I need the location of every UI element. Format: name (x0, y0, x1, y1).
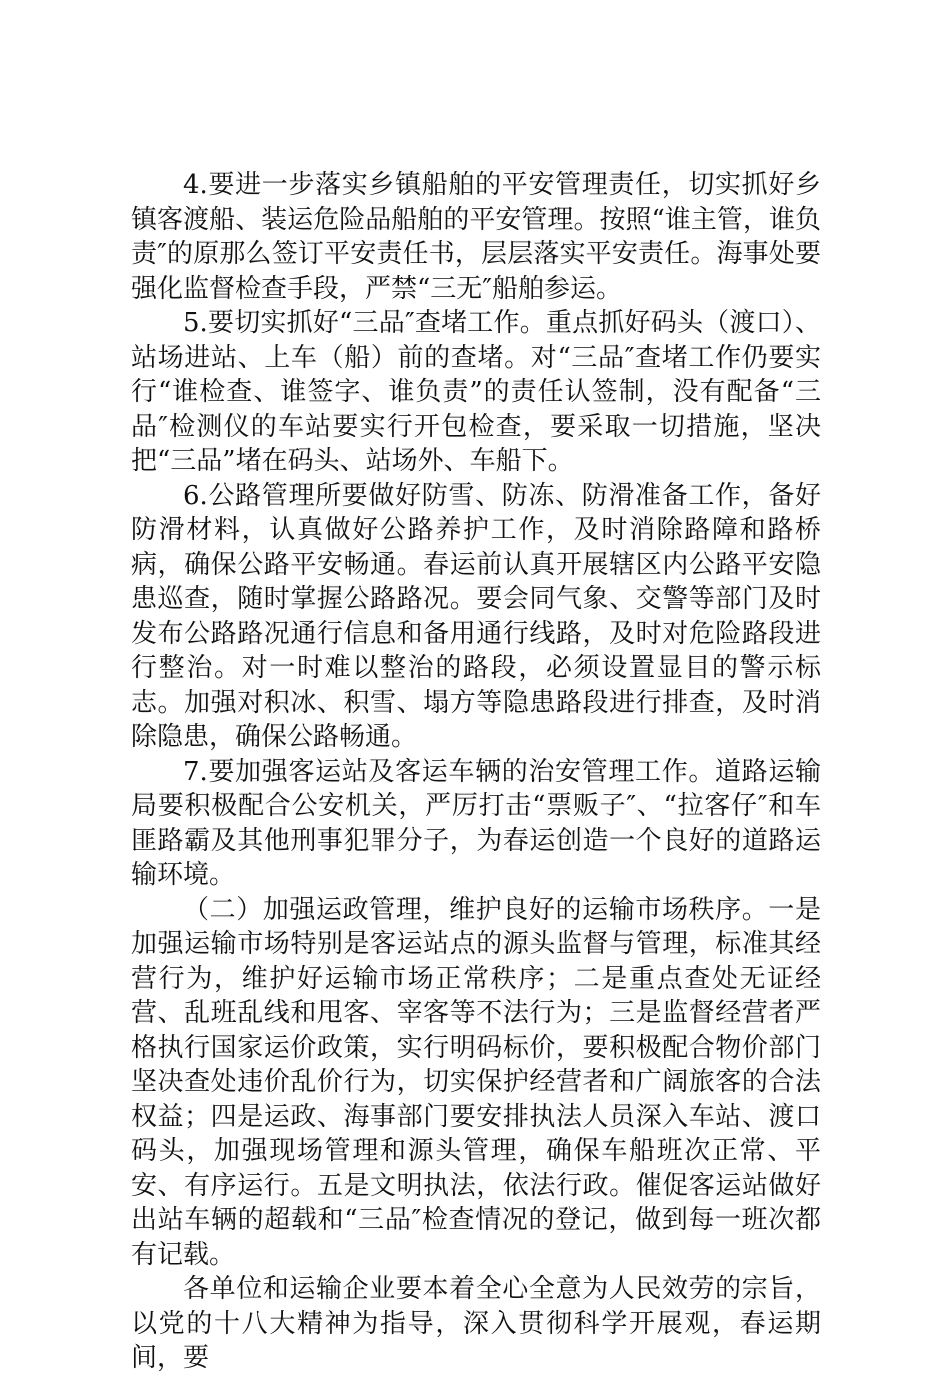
paragraph-closing: 各单位和运输企业要本着全心全意为人民效劳的宗旨，以党的十八大精神为指导，深入贯彻科学开展观，春运期间，要 (131, 1274, 821, 1373)
paragraph-item-6: 6.公路管理所要做好防雪、防冻、防滑准备工作，备好防滑材料，认真做好公路养护工作，及时消除路障和路桥病，确保公路平安畅通。春运前认真开展辖区内公路平安隐患巡查，随时掌握公路路况。要会同气象、交警等部门及时发布公路路况通行信息和备用通行线路，及时对危险路段进行整治。对一时难以整治的路段，必须设置显目的警示标志。加强对积冰、积雪、塌方等隐患路段进行排查，及时消除隐患，确保公路畅通。 (131, 480, 821, 752)
paragraph-item-5: 5.要切实抓好“三品″查堵工作。重点抓好码头（渡口）、站场进站、上车（船）前的查堵。对“三品″查堵工作仍要实行“谁检查、谁签字、谁负责”的责任认签制，没有配备“三品″检测仪的车站要实行开包检查，要采取一切措施，坚决把“三品”堵在码头、站场外、车船下。 (131, 308, 821, 476)
document-body (131, 168, 821, 1376)
paragraph-section-2: （二）加强运政管理，维护良好的运输市场秩序。一是加强运输市场特别是客运站点的源头监督与管理，标准其经营行为，维护好运输市场正常秩序；二是重点查处无证经营、乱班乱线和甩客、宰客等不法行为；三是监督经营者严格执行国家运价政策，实行明码标价，要积极配合物价部门坚决查处违价乱价行为，切实保护经营者和广阔旅客的合法权益；四是运政、海事部门要安排执法人员深入车站、渡口码头，加强现场管理和源头管理，确保车船班次正常、平安、有序运行。五是文明执法，依法行政。催促客运站做好出站车辆的超载和“三品″检查情况的登记，做到每一班次都有记载。 (131, 894, 821, 1270)
paragraph-item-4: 4.要进一步落实乡镇船舶的平安管理责任，切实抓好乡镇客渡船、装运危险品船舶的平安管理。按照“谁主管，谁负责″的原那么签订平安责任书，层层落实平安责任。海事处要强化监督检查手段，严禁“三无″船舶参运。 (131, 170, 821, 304)
paragraph-item-7: 7.要加强客运站及客运车辆的治安管理工作。道路运输局要积极配合公安机关，严厉打击“票贩子″、“拉客仔″和车匪路霸及其他刑事犯罪分子，为春运创造一个良好的道路运输环境。 (131, 756, 821, 890)
